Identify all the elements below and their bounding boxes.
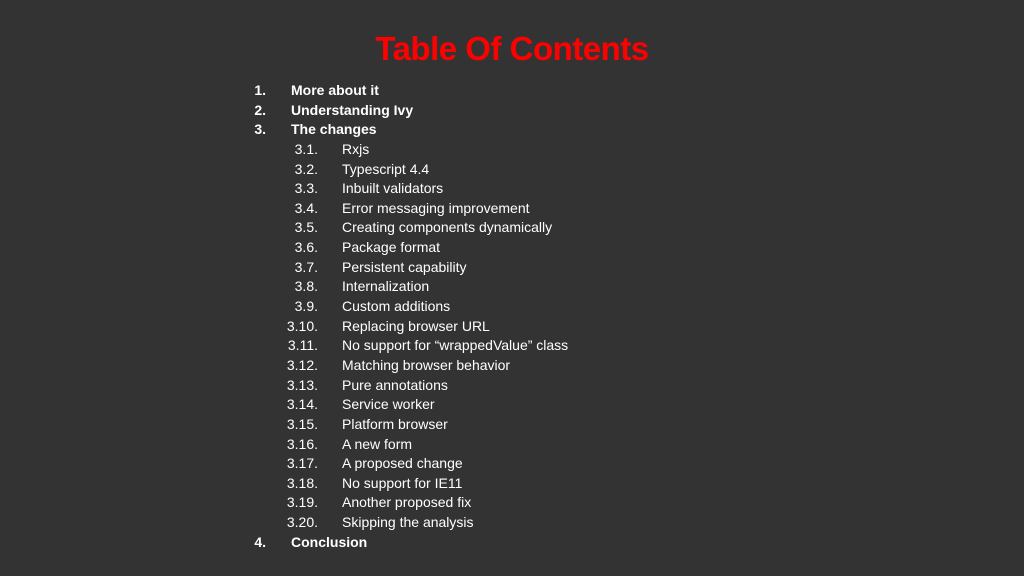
- toc-subitem-label: No support for IE11: [342, 474, 463, 491]
- toc-subitem-number: 3.13.: [286, 376, 318, 393]
- toc-item-number: 3.: [254, 121, 266, 138]
- toc-subitem-number: 3.11.: [287, 337, 318, 354]
- toc-item-label: More about it: [291, 82, 379, 98]
- toc-subitem-label: Pure annotations: [342, 376, 448, 393]
- toc-subitem: [0, 160, 1024, 180]
- toc-subitem-number: 3.20.: [286, 514, 318, 531]
- toc-subitem: [0, 336, 1024, 356]
- toc-subitem-number: 3.2.: [294, 160, 318, 177]
- toc-subitem-number: 3.1.: [294, 140, 318, 157]
- toc-subitem-label: Inbuilt validators: [342, 180, 444, 197]
- toc-item-label: The changes: [291, 121, 377, 138]
- toc-subitem-number: 3.4.: [294, 199, 318, 216]
- toc-subitem-number: 3.5.: [294, 219, 318, 236]
- toc-subitem-number: 3.7.: [294, 258, 318, 275]
- toc-subitem-label: Custom additions: [342, 298, 451, 315]
- toc-item: [0, 101, 1024, 121]
- toc-subitem: [0, 435, 1024, 455]
- toc-subitem-label: Skipping the analysis: [342, 514, 474, 531]
- toc-subitem: [0, 140, 1024, 160]
- toc-subitem-label: Persistent capability: [342, 258, 467, 275]
- toc-subitem-label: Package format: [342, 239, 441, 256]
- toc-subitem: [0, 258, 1024, 278]
- toc-subitem-number: 3.6.: [294, 239, 318, 256]
- toc-subitem-number: 3.16.: [286, 435, 318, 452]
- toc-subitem: [0, 277, 1024, 297]
- toc-subitem: [0, 395, 1024, 415]
- slide-title: Table Of Contents: [375, 30, 649, 67]
- toc-subitem-label: Rxjs: [342, 140, 370, 157]
- toc-subitem: [0, 513, 1024, 533]
- toc-subitem-label: Typescript 4.4: [342, 160, 430, 177]
- toc-item-number: 2.: [254, 101, 266, 118]
- toc-item-label: Conclusion: [291, 533, 368, 550]
- toc-subitem-label: Another proposed fix: [342, 494, 472, 511]
- toc-subitem: [0, 376, 1024, 396]
- toc-subitem-number: 3.18.: [286, 474, 318, 491]
- toc-subitem: [0, 415, 1024, 435]
- toc-subitem: [0, 238, 1024, 258]
- toc-item: [0, 81, 1024, 101]
- toc-subitem-label: No support for “wrappedValue” class: [342, 337, 569, 354]
- toc-subitem: [0, 317, 1024, 337]
- toc-subitem-number: 3.10.: [286, 317, 318, 334]
- toc-subitem-label: Platform browser: [342, 415, 448, 432]
- toc-subitem: [0, 356, 1024, 376]
- toc-subitem-number: 3.8.: [294, 278, 318, 295]
- toc-subitem-label: Matching browser behavior: [342, 356, 511, 373]
- toc-subitem-label: A new form: [342, 435, 413, 452]
- toc-subitem: [0, 454, 1024, 474]
- toc-subitem: [0, 179, 1024, 199]
- toc-subitem-number: 3.9.: [294, 298, 318, 315]
- toc-subitem-label: A proposed change: [342, 455, 463, 472]
- toc-item-number: 1.: [254, 82, 266, 98]
- toc-subitem-number: 3.17.: [286, 455, 318, 472]
- toc-item-number: 4.: [254, 533, 266, 550]
- toc-subitem-label: Internalization: [342, 278, 430, 295]
- toc-subitem-label: Creating components dynamically: [342, 219, 553, 236]
- toc-subitem: [0, 474, 1024, 494]
- toc-subitem: [0, 297, 1024, 317]
- table-of-contents: [0, 81, 1024, 552]
- toc-subitem: [0, 493, 1024, 513]
- toc-item: [0, 533, 1024, 553]
- toc-subitem-label: Service worker: [342, 396, 435, 413]
- toc-subitem-number: 3.12.: [286, 356, 318, 373]
- toc-subitem-number: 3.3.: [294, 180, 318, 197]
- toc-subitem-number: 3.14.: [286, 396, 318, 413]
- toc-subitem-label: Replacing browser URL: [342, 317, 490, 334]
- toc-subitem-number: 3.19.: [286, 494, 318, 511]
- toc-subitem: [0, 218, 1024, 238]
- toc-item: [0, 120, 1024, 140]
- toc-subitem: [0, 199, 1024, 219]
- toc-item-label: Understanding Ivy: [291, 101, 414, 118]
- toc-subitem-number: 3.15.: [286, 415, 318, 432]
- toc-subitem-label: Error messaging improvement: [342, 199, 530, 216]
